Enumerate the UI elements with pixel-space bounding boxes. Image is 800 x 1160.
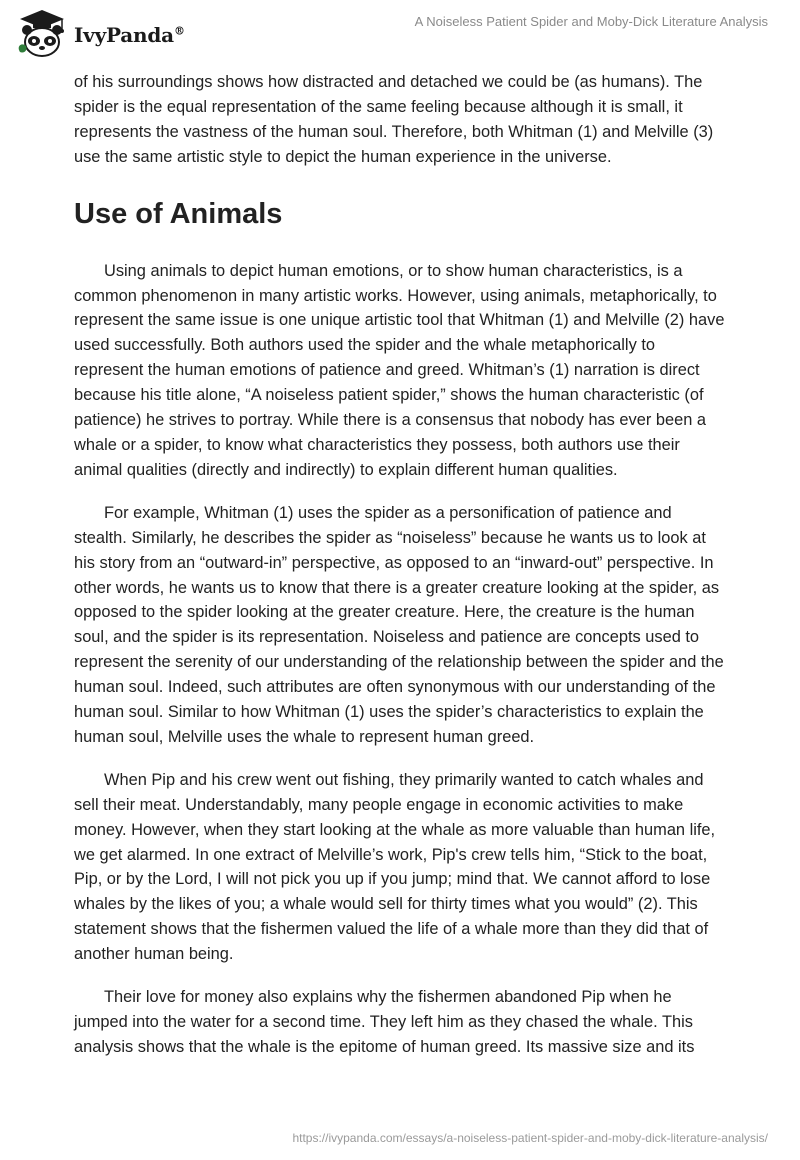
paragraph: Using animals to depict human emotions, or to show human characteristics, is a common phenomenon in many artistic works. However, using animals, metaphorically, to represent the same issue is one unique artistic tool that Whitman (1) and Melville (2) have used successfully. Both authors used the spider and the whale metaphorically to represent the human emotions of patience and greed. Whitman’s (1) narration is direct because his title alone, “A noiseless patient spider,” shows the human characteristic (of patience) he strives to portray. While there is a consensus that nobody has ever been a whale or a spider, to know what characteristics they possess, both authors use their animal qualities (directly and indirectly) to explain different human qualities. — [74, 261, 725, 479]
essay-body — [74, 70, 726, 1060]
paragraph-continued: of his surroundings shows how distracted and detached we could be (as humans). The spider is the equal representation of the same feeling because although it is small, it represents the vastness of the human soul. Therefore, both Whitman (1) and Melville (3) use the same artistic style to depict the human experience in the universe. — [74, 73, 714, 166]
section-heading: Use of Animals — [74, 197, 283, 230]
ivypanda-logo[interactable] — [14, 8, 185, 60]
panda-graduate-icon — [14, 8, 70, 60]
paragraph: When Pip and his crew went out fishing, they primarily wanted to catch whales and sell their meat. Understandably, many people engage in economic activities to make money. However, when they start looking at the whale as more valuable than human life, we get alarmed. In one extract of Melville’s work, Pip's crew tells him, “Stick to the boat, Pip, or by the Lord, I will not pick you up if you jump; mind that. We cannot afford to lose whales by the likes of you; a whale would sell for thirty times what you would” (2). This statement shows that the fishermen valued the life of a whale more than they did that of another human being. — [74, 770, 716, 964]
brand-name-text: IvyPanda — [74, 23, 174, 47]
paragraph: Their love for money also explains why the fishermen abandoned Pip when he jumped into the water for a second time. They left him as they chased the whale. This analysis shows that the whale is the epitome of human greed. Its massive size and its — [74, 988, 695, 1056]
registered-mark: ® — [173, 24, 185, 38]
document-title: A Noiseless Patient Spider and Moby-Dick Literature Analysis — [414, 14, 768, 29]
page-header — [0, 0, 800, 70]
source-url[interactable]: https://ivypanda.com/essays/a-noiseless-patient-spider-and-moby-dick-literature-analysis/ — [292, 1131, 768, 1145]
brand-name — [74, 23, 185, 47]
paragraph: For example, Whitman (1) uses the spider as a personification of patience and stealth. Similarly, he describes the spider as “noiseless” because he wants us to look at his story from an “outward-in” perspective, as opposed to an “inward-out” perspective. In other words, he wants us to know that there is a greater creature looking at the spider, as opposed to the spider looking at the greater creature. Here, the creature is the human soul, and the spider is its representation. Noiseless and patience are concepts used to represent the serenity of our understanding of the relationship between the spider and the human soul. Indeed, such attributes are often synonymous with our understanding of the human soul. Similar to how Whitman (1) uses the spider’s characteristics to explain the human soul, Melville uses the whale to represent human greed. — [74, 503, 724, 746]
